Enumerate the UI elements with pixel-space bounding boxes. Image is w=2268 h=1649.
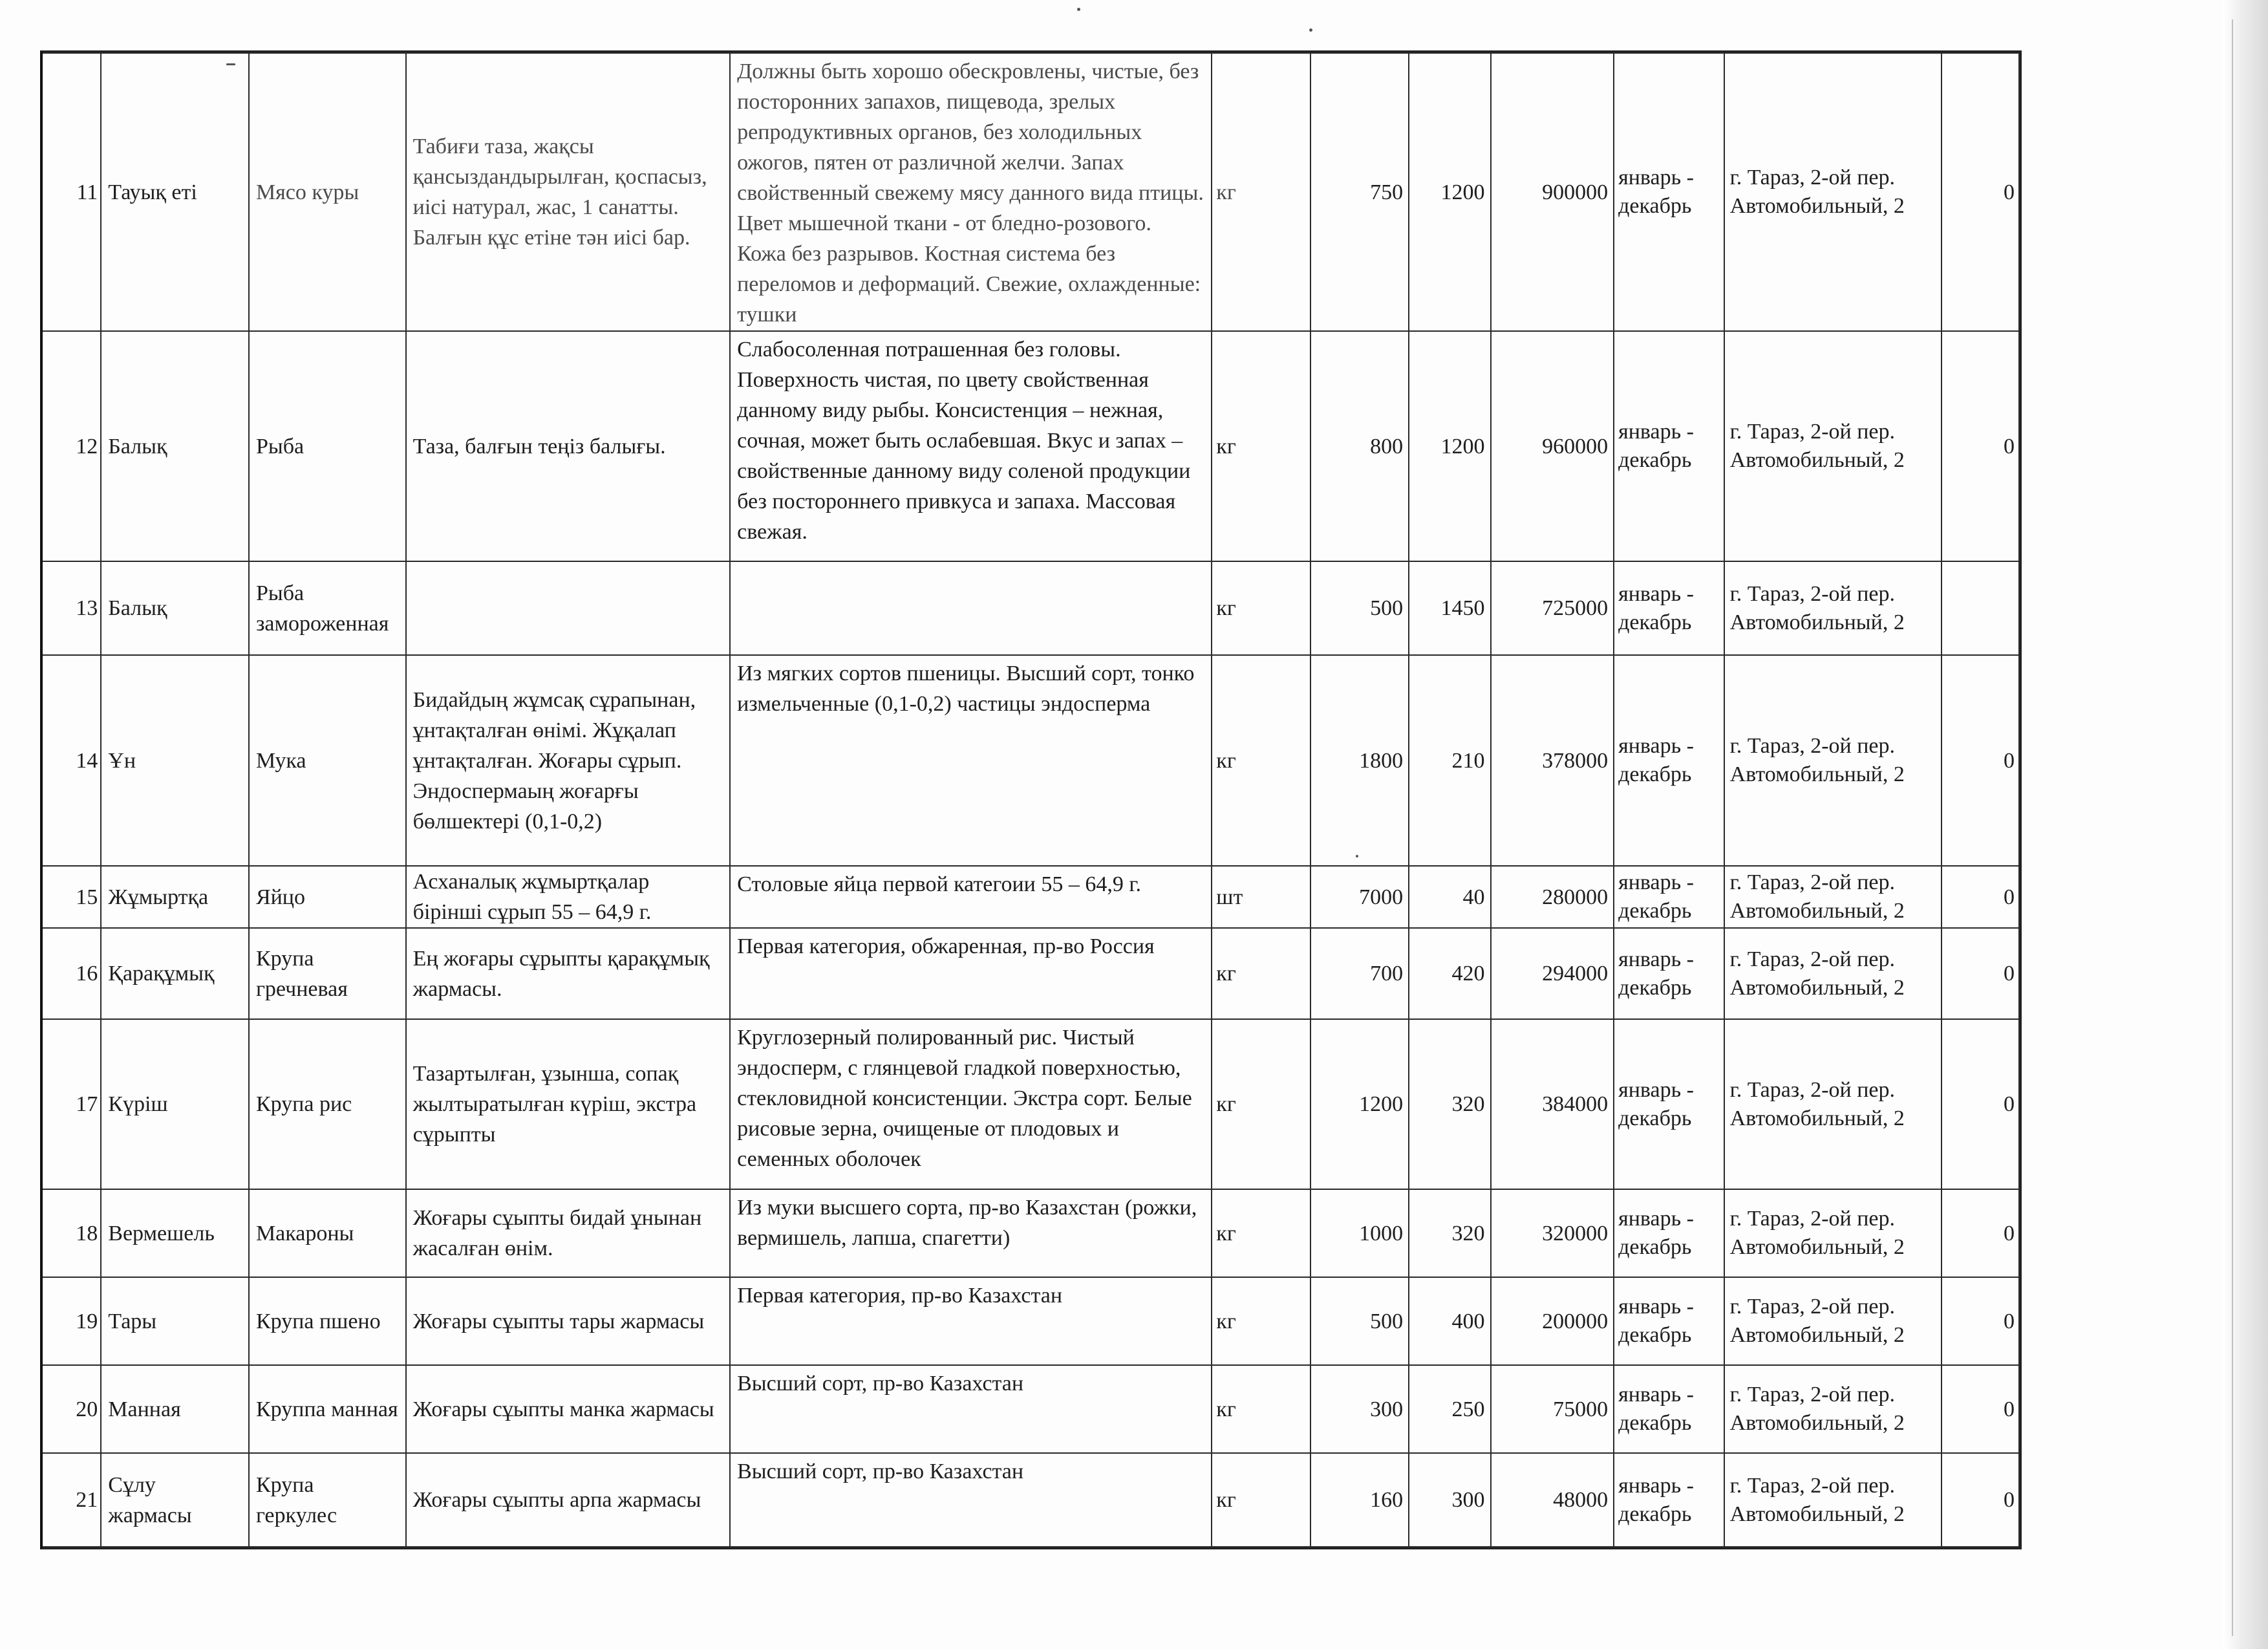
cell-delivery-period: январь - декабрь: [1614, 561, 1724, 655]
page-edge-shadow: [2223, 0, 2268, 1649]
cell-name-russian: Крупа гречневая: [249, 928, 406, 1019]
procurement-table-grid: [43, 52, 2020, 1547]
cell-row-index: 11: [43, 53, 101, 331]
table-row: [43, 1277, 2019, 1365]
cell-name-russian: Рыба: [249, 331, 406, 561]
cell-name-russian: Крупа геркулес: [249, 1453, 406, 1547]
cell-name-russian: Мясо куры: [249, 53, 406, 331]
cell-row-index: 16: [43, 928, 101, 1019]
cell-name-russian: Мука: [249, 655, 406, 866]
cell-extra-value: 0: [1942, 331, 2019, 561]
table-row: [43, 1453, 2019, 1547]
cell-unit-of-measure: кг: [1212, 1189, 1310, 1277]
cell-unit-price: 300: [1409, 1453, 1490, 1547]
cell-name-russian: Крупа пшено: [249, 1277, 406, 1365]
cell-quantity: 300: [1311, 1365, 1409, 1453]
table-row: [43, 866, 2019, 928]
cell-unit-price: 1200: [1409, 331, 1490, 561]
cell-total-sum: 960000: [1491, 331, 1614, 561]
cell-quantity: 7000: [1311, 866, 1409, 928]
cell-name-kazakh: Сұлу жармасы: [101, 1453, 249, 1547]
cell-delivery-period: январь - декабрь: [1614, 928, 1724, 1019]
cell-delivery-period: январь - декабрь: [1614, 1453, 1724, 1547]
cell-description-russian: Из мягких сортов пшеницы. Высший сорт, тонко измельченные (0,1-0,2) частицы эндосперма: [730, 655, 1212, 866]
cell-description-russian: [730, 561, 1212, 655]
table-body: [43, 53, 2019, 1547]
cell-description-kazakh: Тазартылған, ұзынша, сопақ жылтыратылған күріш, экстра сұрыпты: [406, 1019, 730, 1189]
cell-delivery-address: г. Тараз, 2-ой пер. Автомобильный, 2: [1724, 1189, 1942, 1277]
cell-unit-of-measure: кг: [1212, 1019, 1310, 1189]
cell-description-kazakh: [406, 561, 730, 655]
cell-description-russian: Круглозерный полированный рис. Чистый эндосперм, с глянцевой гладкой поверхностью, стекловидной консистенции. Экстра сорт. Белые рисовые зерна, очищеные от плодовых и семенных оболочек: [730, 1019, 1212, 1189]
cell-extra-value: [1942, 561, 2019, 655]
cell-unit-price: 400: [1409, 1277, 1490, 1365]
cell-name-kazakh: Тары: [101, 1277, 249, 1365]
cell-quantity: 500: [1311, 561, 1409, 655]
cell-quantity: 1200: [1311, 1019, 1409, 1189]
cell-unit-price: 320: [1409, 1019, 1490, 1189]
cell-unit-of-measure: кг: [1212, 655, 1310, 866]
cell-row-index: 19: [43, 1277, 101, 1365]
cell-row-index: 17: [43, 1019, 101, 1189]
cell-total-sum: 900000: [1491, 53, 1614, 331]
cell-unit-price: 320: [1409, 1189, 1490, 1277]
cell-delivery-period: январь - декабрь: [1614, 655, 1724, 866]
cell-extra-value: 0: [1942, 655, 2019, 866]
cell-unit-price: 1200: [1409, 53, 1490, 331]
cell-name-kazakh: Жұмыртқа: [101, 866, 249, 928]
cell-total-sum: 48000: [1491, 1453, 1614, 1547]
cell-description-russian: Из муки высшего сорта, пр-во Казахстан (рожки, вермишель, лапша, спагетти): [730, 1189, 1212, 1277]
cell-delivery-address: г. Тараз, 2-ой пер. Автомобильный, 2: [1724, 1019, 1942, 1189]
cell-total-sum: 320000: [1491, 1189, 1614, 1277]
cell-name-russian: Круппа манная: [249, 1365, 406, 1453]
cell-description-russian: Высший сорт, пр-во Казахстан: [730, 1365, 1212, 1453]
cell-unit-of-measure: кг: [1212, 1453, 1310, 1547]
cell-row-index: 14: [43, 655, 101, 866]
cell-total-sum: 725000: [1491, 561, 1614, 655]
cell-quantity: 1000: [1311, 1189, 1409, 1277]
cell-delivery-period: январь - декабрь: [1614, 1277, 1724, 1365]
cell-delivery-address: г. Тараз, 2-ой пер. Автомобильный, 2: [1724, 1277, 1942, 1365]
cell-total-sum: 378000: [1491, 655, 1614, 866]
cell-description-kazakh: Ең жоғары сұрыпты қарақұмық жармасы.: [406, 928, 730, 1019]
cell-description-kazakh: Таза, балғын теңіз балығы.: [406, 331, 730, 561]
cell-extra-value: 0: [1942, 1453, 2019, 1547]
cell-name-kazakh: Қарақұмық: [101, 928, 249, 1019]
cell-extra-value: 0: [1942, 1019, 2019, 1189]
cell-row-index: 20: [43, 1365, 101, 1453]
cell-total-sum: 294000: [1491, 928, 1614, 1019]
cell-description-kazakh: Жоғары сұыпты арпа жармасы: [406, 1453, 730, 1547]
cell-delivery-address: г. Тараз, 2-ой пер. Автомобильный, 2: [1724, 1453, 1942, 1547]
cell-extra-value: 0: [1942, 1365, 2019, 1453]
cell-delivery-address: г. Тараз, 2-ой пер. Автомобильный, 2: [1724, 561, 1942, 655]
table-row: [43, 655, 2019, 866]
cell-total-sum: 75000: [1491, 1365, 1614, 1453]
cell-row-index: 13: [43, 561, 101, 655]
cell-unit-of-measure: кг: [1212, 561, 1310, 655]
cell-extra-value: 0: [1942, 866, 2019, 928]
cell-row-index: 21: [43, 1453, 101, 1547]
cell-unit-of-measure: кг: [1212, 53, 1310, 331]
cell-name-kazakh: Күріш: [101, 1019, 249, 1189]
cell-delivery-period: январь - декабрь: [1614, 1365, 1724, 1453]
page-edge-line: [2232, 19, 2233, 1636]
cell-quantity: 750: [1311, 53, 1409, 331]
cell-delivery-period: январь - декабрь: [1614, 331, 1724, 561]
cell-description-russian: Первая категория, обжаренная, пр-во Россия: [730, 928, 1212, 1019]
cell-name-kazakh: Вермешель: [101, 1189, 249, 1277]
cell-description-russian: Слабосоленная потрашенная без головы. Поверхность чистая, по цвету свойственная данному виду рыбы. Консистенция – нежная, сочная, может быть ослабевшая. Вкус и запах – свойственные данному виду соленой продукции без постороннего привкуса и запаха. Массовая свежая.: [730, 331, 1212, 561]
cell-delivery-address: г. Тараз, 2-ой пер. Автомобильный, 2: [1724, 866, 1942, 928]
cell-name-russian: Яйцо: [249, 866, 406, 928]
cell-name-kazakh: Балық: [101, 561, 249, 655]
cell-description-kazakh: Бидайдың жұмсақ сұрапынан, ұнтақталған өнімі. Жұқалап ұнтақталған. Жоғары сұрып. Эндоспермаың жоғарғы бөлшектері (0,1-0,2): [406, 655, 730, 866]
cell-total-sum: 200000: [1491, 1277, 1614, 1365]
cell-unit-of-measure: шт: [1212, 866, 1310, 928]
procurement-table: [40, 50, 2022, 1549]
cell-name-kazakh: Тауық еті: [101, 53, 249, 331]
cell-total-sum: 280000: [1491, 866, 1614, 928]
cell-unit-price: 420: [1409, 928, 1490, 1019]
cell-delivery-address: г. Тараз, 2-ой пер. Автомобильный, 2: [1724, 1365, 1942, 1453]
cell-delivery-period: январь - декабрь: [1614, 53, 1724, 331]
cell-name-kazakh: Ұн: [101, 655, 249, 866]
table-row: [43, 928, 2019, 1019]
cell-total-sum: 384000: [1491, 1019, 1614, 1189]
cell-delivery-period: январь - декабрь: [1614, 866, 1724, 928]
table-row: [43, 1019, 2019, 1189]
cell-delivery-address: г. Тараз, 2-ой пер. Автомобильный, 2: [1724, 53, 1942, 331]
cell-quantity: 800: [1311, 331, 1409, 561]
cell-delivery-period: январь - декабрь: [1614, 1019, 1724, 1189]
cell-row-index: 12: [43, 331, 101, 561]
cell-name-kazakh: Манная: [101, 1365, 249, 1453]
cell-name-russian: Крупа рис: [249, 1019, 406, 1189]
cell-quantity: 700: [1311, 928, 1409, 1019]
table-row: [43, 561, 2019, 655]
cell-unit-of-measure: кг: [1212, 928, 1310, 1019]
cell-unit-of-measure: кг: [1212, 1365, 1310, 1453]
cell-delivery-address: г. Тараз, 2-ой пер. Автомобильный, 2: [1724, 655, 1942, 866]
table-row: [43, 53, 2019, 331]
cell-description-kazakh: Асханалық жұмыртқалар бірінші сұрып 55 – 64,9 г.: [406, 866, 730, 928]
cell-description-russian: Высший сорт, пр-во Казахстан: [730, 1453, 1212, 1547]
cell-extra-value: 0: [1942, 1189, 2019, 1277]
cell-unit-price: 210: [1409, 655, 1490, 866]
cell-row-index: 18: [43, 1189, 101, 1277]
cell-quantity: 500: [1311, 1277, 1409, 1365]
cell-delivery-period: январь - декабрь: [1614, 1189, 1724, 1277]
cell-unit-price: 250: [1409, 1365, 1490, 1453]
cell-delivery-address: г. Тараз, 2-ой пер. Автомобильный, 2: [1724, 331, 1942, 561]
cell-name-kazakh: Балық: [101, 331, 249, 561]
cell-row-index: 15: [43, 866, 101, 928]
cell-delivery-address: г. Тараз, 2-ой пер. Автомобильный, 2: [1724, 928, 1942, 1019]
cell-extra-value: 0: [1942, 1277, 2019, 1365]
cell-unit-price: 40: [1409, 866, 1490, 928]
cell-unit-price: 1450: [1409, 561, 1490, 655]
cell-name-russian: Рыба замороженная: [249, 561, 406, 655]
cell-unit-of-measure: кг: [1212, 331, 1310, 561]
table-row: [43, 1365, 2019, 1453]
cell-unit-of-measure: кг: [1212, 1277, 1310, 1365]
cell-quantity: 160: [1311, 1453, 1409, 1547]
cell-extra-value: 0: [1942, 53, 2019, 331]
cell-description-kazakh: Жоғары сұыпты тары жармасы: [406, 1277, 730, 1365]
cell-description-kazakh: Табиғи таза, жақсы қансыздандырылған, қоспасыз, иісі натурал, жас, 1 санатты. Балғын құс етіне тән иісі бар.: [406, 53, 730, 331]
cell-description-kazakh: Жоғары сұыпты бидай ұнынан жасалған өнім.: [406, 1189, 730, 1277]
table-row: [43, 1189, 2019, 1277]
cell-description-russian: Должны быть хорошо обескровлены, чистые, без посторонних запахов, пищевода, зрелых репродуктивных органов, без холодильных ожогов, пятен от различной желчи. Запах свойственный свежему мясу данного вида птицы. Цвет мышечной ткани - от бледно-розового. Кожа без разрывов. Костная система без переломов и деформаций. Свежие, охлажденные: тушки: [730, 53, 1212, 331]
cell-extra-value: 0: [1942, 928, 2019, 1019]
scan-speck: [1309, 28, 1312, 32]
table-row: [43, 331, 2019, 561]
cell-name-russian: Макароны: [249, 1189, 406, 1277]
cell-quantity: 1800: [1311, 655, 1409, 866]
cell-description-russian: Столовые яйца первой категоии 55 – 64,9 г.: [730, 866, 1212, 928]
cell-description-kazakh: Жоғары сұыпты манка жармасы: [406, 1365, 730, 1453]
scan-speck: [1077, 8, 1080, 11]
cell-description-russian: Первая категория, пр-во Казахстан: [730, 1277, 1212, 1365]
